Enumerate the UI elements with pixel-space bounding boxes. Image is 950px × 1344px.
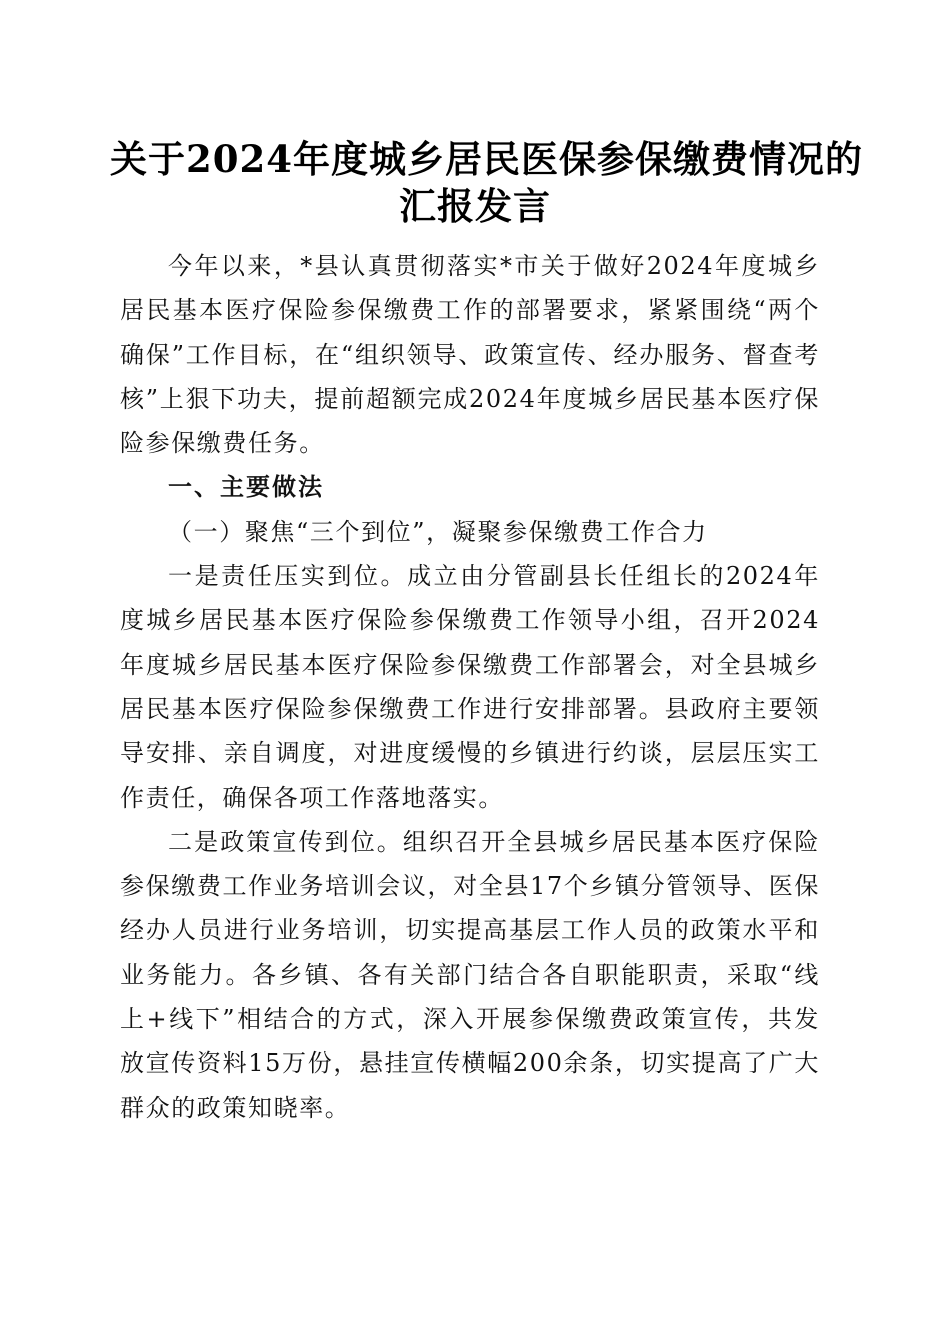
document-body [120,244,820,1130]
subsection-heading-three-in-place: （一）聚焦“三个到位”，凝聚参保缴费工作合力 [168,517,708,546]
paragraph-responsibility: 一是责任压实到位。成立由分管副县长任组长的2024年度城乡居民基本医疗保险参保缴费工作领导小组，召开2024年度城乡居民基本医疗保险参保缴费工作部署会，对全县城乡居民基本医疗保险参保缴费工作进行安排部署。县政府主要领导安排、亲自调度，对进度缓慢的乡镇进行约谈，层层压实工作责任，确保各项工作落地落实。 [120,562,820,812]
intro-paragraph: 今年以来，*县认真贯彻落实*市关于做好2024年度城乡居民基本医疗保险参保缴费工作的部署要求，紧紧围绕“两个确保”工作目标，在“组织领导、政策宣传、经办服务、督查考核”上狠下功夫，提前超额完成2024年度城乡居民基本医疗保险参保缴费任务。 [120,252,820,458]
title-line-1: 关于2024年度城乡居民医保参保缴费情况的 [110,137,863,181]
title-line-2: 汇报发言 [399,184,551,228]
document-title [110,136,863,230]
section-heading-main-practices: 一、主要做法 [168,473,324,502]
paragraph-policy-publicity: 二是政策宣传到位。组织召开全县城乡居民基本医疗保险参保缴费工作业务培训会议，对全县17个乡镇分管领导、医保经办人员进行业务培训，切实提高基层工作人员的政策水平和业务能力。各乡镇、各有关部门结合各自职能职责，采取“线上+线下”相结合的方式，深入开展参保缴费政策宣传，共发放宣传资料15万份，悬挂宣传横幅200余条，切实提高了广大群众的政策知晓率。 [120,827,820,1122]
